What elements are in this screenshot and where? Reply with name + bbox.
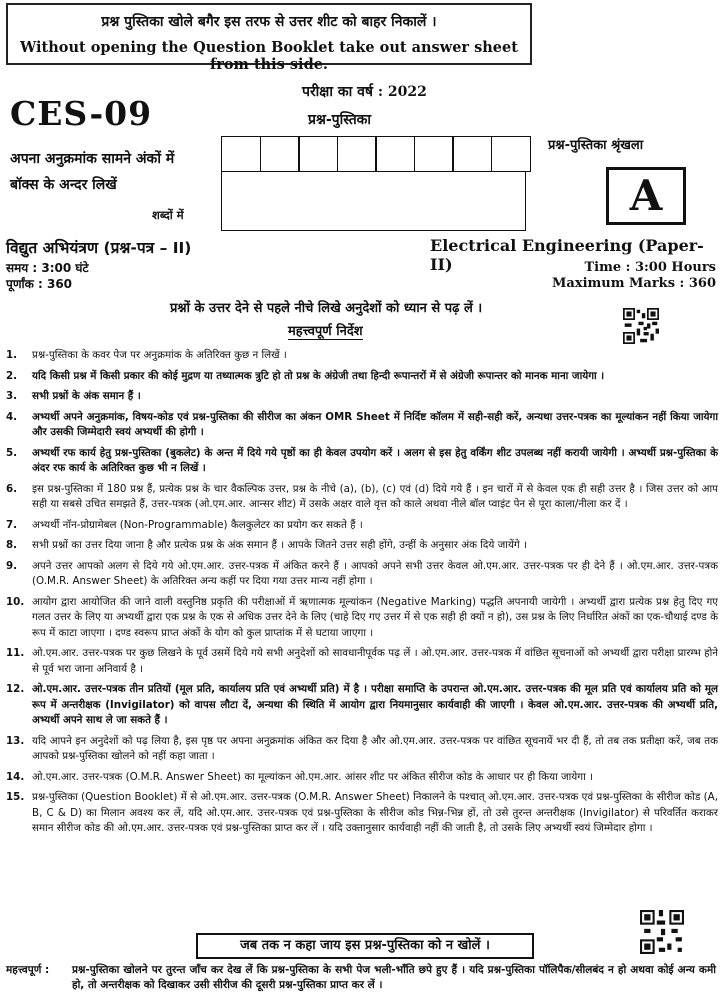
- qr-code-icon: [640, 910, 684, 954]
- marks-hindi: पूर्णांक : 360: [6, 277, 73, 291]
- instruction-item: 10. आयोग द्वारा आयोजित की जाने वाली वस्तुनिष्ठ प्रकृति की परीक्षाओं में ऋणात्मक मूल्यांकन (Negative Marking) पद्धति अपनायी जायेगी । अभ्यर्थी द्वारा प्रत्येक प्रश्न हेतु दिए गए गलत उत्तर के लिए या अभ्यर्थी द्वारा एक प्रश्न के एक से अधिक उत्तर देने के लिए (चाहे दिए गए उत्तर में से एक सही ही क्यों न हो), उस प्रश्न के लिए निर्धारित अंकों का एक-चौथाई दण्ड के रूप में काटा जाएगा । दण्ड स्वरूप प्राप्त अंकों के योग को कुल प्राप्तांक में से घटाया जाएगा ।: [6, 595, 718, 639]
- roll-digit-box[interactable]: [221, 136, 261, 172]
- instruction-item: 11. ओ.एम.आर. उत्तर-पत्रक पर कुछ लिखने के पूर्व उसमें दिये गये सभी अनुदेशों को सावधानीपूर्वक पढ़ लें । ओ.एम.आर. उत्तर-पत्रक में वांछित सूचनाओं को अभ्यर्थी द्वारा परीक्षा प्रारम्भ होने से पूर्व भरा जाना अनिवार्य है ।: [6, 647, 718, 675]
- do-not-open-notice: जब तक न कहा जाय इस प्रश्न-पुस्तिका को न खोलें ।: [196, 933, 534, 959]
- instruction-item: 1. प्रश्न-पुस्तिका के कवर पेज पर अनुक्रमांक के अतिरिक्त कुछ न लिखें ।: [6, 349, 287, 361]
- roll-digit-box[interactable]: [452, 136, 492, 172]
- booklet-title: प्रश्न-पुस्तिका: [308, 112, 372, 128]
- roll-digit-box[interactable]: [491, 136, 531, 172]
- subject-hindi: विद्युत अभियंत्रण (प्रश्न-पत्र – II): [6, 239, 192, 257]
- time-hindi: समय : 3:00 घंटे: [6, 261, 89, 275]
- roll-digit-box[interactable]: [260, 136, 300, 172]
- instruction-item: 9. अपने उत्तर आपको अलग से दिये गये ओ.एम.आर. उत्तर-पत्रक में अंकित करने हैं । आपको अपने सभी उत्तर केवल ओ.एम.आर. उत्तर-पत्रक पर ही देने हैं । ओ.एम.आर. उत्तर-पत्रक (O.M.R. Answer Sheet) के अतिरिक्त अन्य कहीं पर दिया गया उत्तर मान्य नहीं होगा ।: [6, 559, 718, 587]
- instruction-item: 5. अभ्यर्थी रफ कार्य हेतु प्रश्न-पुस्तिका (बुकलेट) के अन्त में दिये गये पृष्ठों का ही केवल उपयोग करें । अलग से इस हेतु वर्किंग शीट उपलब्ध नहीं करायी जायेगी । अभ्यर्थी प्रश्न-पुस्तिका के अंदर रफ कार्य के अतिरिक्त कुछ भी न लिखें ।: [6, 446, 718, 474]
- instructions-list: [6, 348, 718, 842]
- roll-digit-box[interactable]: [375, 136, 415, 172]
- roll-digit-box[interactable]: [414, 136, 454, 172]
- series-code-box: A: [606, 167, 686, 225]
- time-english: Time : 3:00 Hours: [584, 260, 716, 275]
- important-note-label: महत्त्वपूर्ण :: [6, 964, 50, 976]
- roll-number-grid[interactable]: [221, 136, 529, 231]
- read-instructions-notice: प्रश्नों के उत्तर देने से पहले नीचे लिखे अनुदेशों को ध्यान से पढ़ लें ।: [170, 301, 483, 316]
- roll-words-label: शब्दों में: [152, 208, 184, 222]
- exam-year: परीक्षा का वर्ष : 2022: [302, 84, 427, 100]
- time-marks-english: [552, 260, 716, 292]
- roll-label-line-2: बॉक्स के अन्दर लिखें: [10, 177, 117, 193]
- important-note: [6, 963, 716, 993]
- instruction-item: 6. इस प्रश्न-पुस्तिका में 180 प्रश्न हैं, प्रत्येक प्रश्न के चार वैकल्पिक उत्तर, प्रश्न के नीचे (a), (b), (c) एवं (d) दिये गये हैं । इन चारों में से केवल एक ही सही उत्तर है । जिस उत्तर को आप सही या सबसे उचित समझते हैं, उत्तर-पत्रक (ओ.एम.आर. आन्सर शीट) में उसके अक्षर वाले वृत्त को काले अथवा नीले बॉल प्वाइंट पेन से पूरा काला/नीला कर दें ।: [6, 482, 718, 510]
- roll-number-words-box[interactable]: [221, 171, 526, 231]
- instruction-item: 7. अभ्यर्थी नॉन-प्रोग्रामेबल (Non-Programmable) कैलकुलेटर का प्रयोग कर सकते हैं ।: [6, 518, 363, 531]
- roll-digit-box[interactable]: [337, 136, 377, 172]
- instruction-item: 8. सभी प्रश्नों का उत्तर दिया जाना है और प्रत्येक प्रश्न के अंक समान हैं । आपके जितने उत्तर सही होंगे, उन्हीं के अनुसार अंक दिये जायेंगे ।: [6, 539, 527, 551]
- roll-digit-box[interactable]: [298, 136, 338, 172]
- answer-sheet-notice-box: [6, 3, 532, 73]
- notice-hindi: प्रश्न पुस्तिका खोले बगैर इस तरफ से उत्तर शीट को बाहर निकालें ।: [101, 14, 437, 30]
- instruction-item: 14. ओ.एम.आर. उत्तर-पत्रक (O.M.R. Answer Sheet) का मूल्यांकन ओ.एम.आर. आंसर शीट पर अंकित सीरीज कोड के आधार पर ही किया जायेगा ।: [6, 770, 593, 783]
- roll-number-label: [10, 146, 220, 198]
- exam-code: CES-09: [10, 94, 153, 133]
- roll-label-line-1: अपना अनुक्रमांक सामने अंकों में: [10, 151, 175, 167]
- notice-english: Without opening the Question Booklet take out answer sheet from this side.: [20, 39, 518, 73]
- instruction-item: 2. यदि किसी प्रश्न में किसी प्रकार की कोई मुद्रण या तथ्यात्मक त्रुटि हो तो प्रश्न के अंग्रेजी तथा हिन्दी रूपान्तरों में से अंग्रेजी रूपान्तर को मानक माना जायेगा ।: [6, 369, 605, 382]
- important-note-text: प्रश्न-पुस्तिका खोलने पर तुरन्त जाँच कर देख लें कि प्रश्न-पुस्तिका के सभी पेज भली-भाँति छपे हुए हैं । यदि प्रश्न-पुस्तिका पॉलिपैक/सीलबंद न हो अथवा कोई अन्य कमी हो, तो अन्तरीक्षक को दिखाकर उसी सीरीज की दूसरी प्रश्न-पुस्तिका प्राप्त कर लें ।: [72, 964, 716, 991]
- important-instructions-heading: महत्त्वपूर्ण निर्देश: [288, 321, 363, 340]
- subject-english: Electrical Engineering (Paper-II): [430, 236, 704, 274]
- qr-code-icon: [623, 308, 659, 344]
- instruction-item: 3. सभी प्रश्नों के अंक समान हैं ।: [6, 390, 141, 402]
- instruction-item: 13. यदि आपने इन अनुदेशों को पढ़ लिया है, इस पृष्ठ पर अपना अनुक्रमांक अंकित कर दिया है और ओ.एम.आर. उत्तर-पत्रक पर वांछित सूचनायें भर दी हैं, तो तब तक प्रतीक्षा करें, जब तक आपको प्रश्न-पुस्तिका खोलने को नहीं कहा जाता ।: [6, 734, 718, 762]
- instruction-item: 4. अभ्यर्थी अपने अनुक्रमांक, विषय-कोड एवं प्रश्न-पुस्तिका की सीरीज का अंकन OMR Sheet में निर्दिष्ट कॉलम में सही-सही करें, अन्यथा उत्तर-पत्रक का मूल्यांकन नहीं किया जायेगा और उसकी जिम्मेदारी स्वयं अभ्यर्थी की होगी ।: [6, 410, 718, 438]
- instruction-item: 12. ओ.एम.आर. उत्तर-पत्रक तीन प्रतियों (मूल प्रति, कार्यालय प्रति एवं अभ्यर्थी प्रति) में है । परीक्षा समाप्ति के उपरान्त ओ.एम.आर. उत्तर-पत्रक की मूल प्रति एवं कार्यालय प्रति को मूल रूप में अन्तरीक्षक (Invigilator) को वापस लौटा दें, अन्यथा की स्थिति में आयोग द्वारा नियमानुसार कार्यवाही की जाएगी । केवल ओ.एम.आर. उत्तर-पत्रक की अभ्यर्थी प्रति, अभ्यर्थी अपने साथ ले जा सकते हैं ।: [6, 683, 718, 726]
- series-label: प्रश्न-पुस्तिका श्रृंखला: [548, 138, 644, 153]
- marks-english: Maximum Marks : 360: [552, 276, 716, 291]
- instruction-item: 15. प्रश्न-पुस्तिका (Question Booklet) में से ओ.एम.आर. उत्तर-पत्रक (O.M.R. Answer Sheet) निकालने के पश्चात् ओ.एम.आर. उत्तर-पत्रक एवं प्रश्न-पुस्तिका के सीरीज कोड (A, B, C & D) का मिलान अवश्य कर लें, यदि ओ.एम.आर. उत्तर-पत्रक एवं प्रश्न-पुस्तिका के सीरीज कोड भिन्न-भिन्न हों, तो उसे तुरन्त अन्तरीक्षक (Invigilator) से परिवर्तित कराकर समान सीरीज कोड की ओ.एम.आर. उत्तर-पत्रक एवं प्रश्न-पुस्तिका प्राप्त कर लें । यदि उक्तानुसार कार्यवाही नहीं की जाती है, तो उसके लिए अभ्यर्थी स्वयं जिम्मेदार होगा ।: [6, 791, 718, 834]
- time-marks-hindi: [6, 260, 89, 292]
